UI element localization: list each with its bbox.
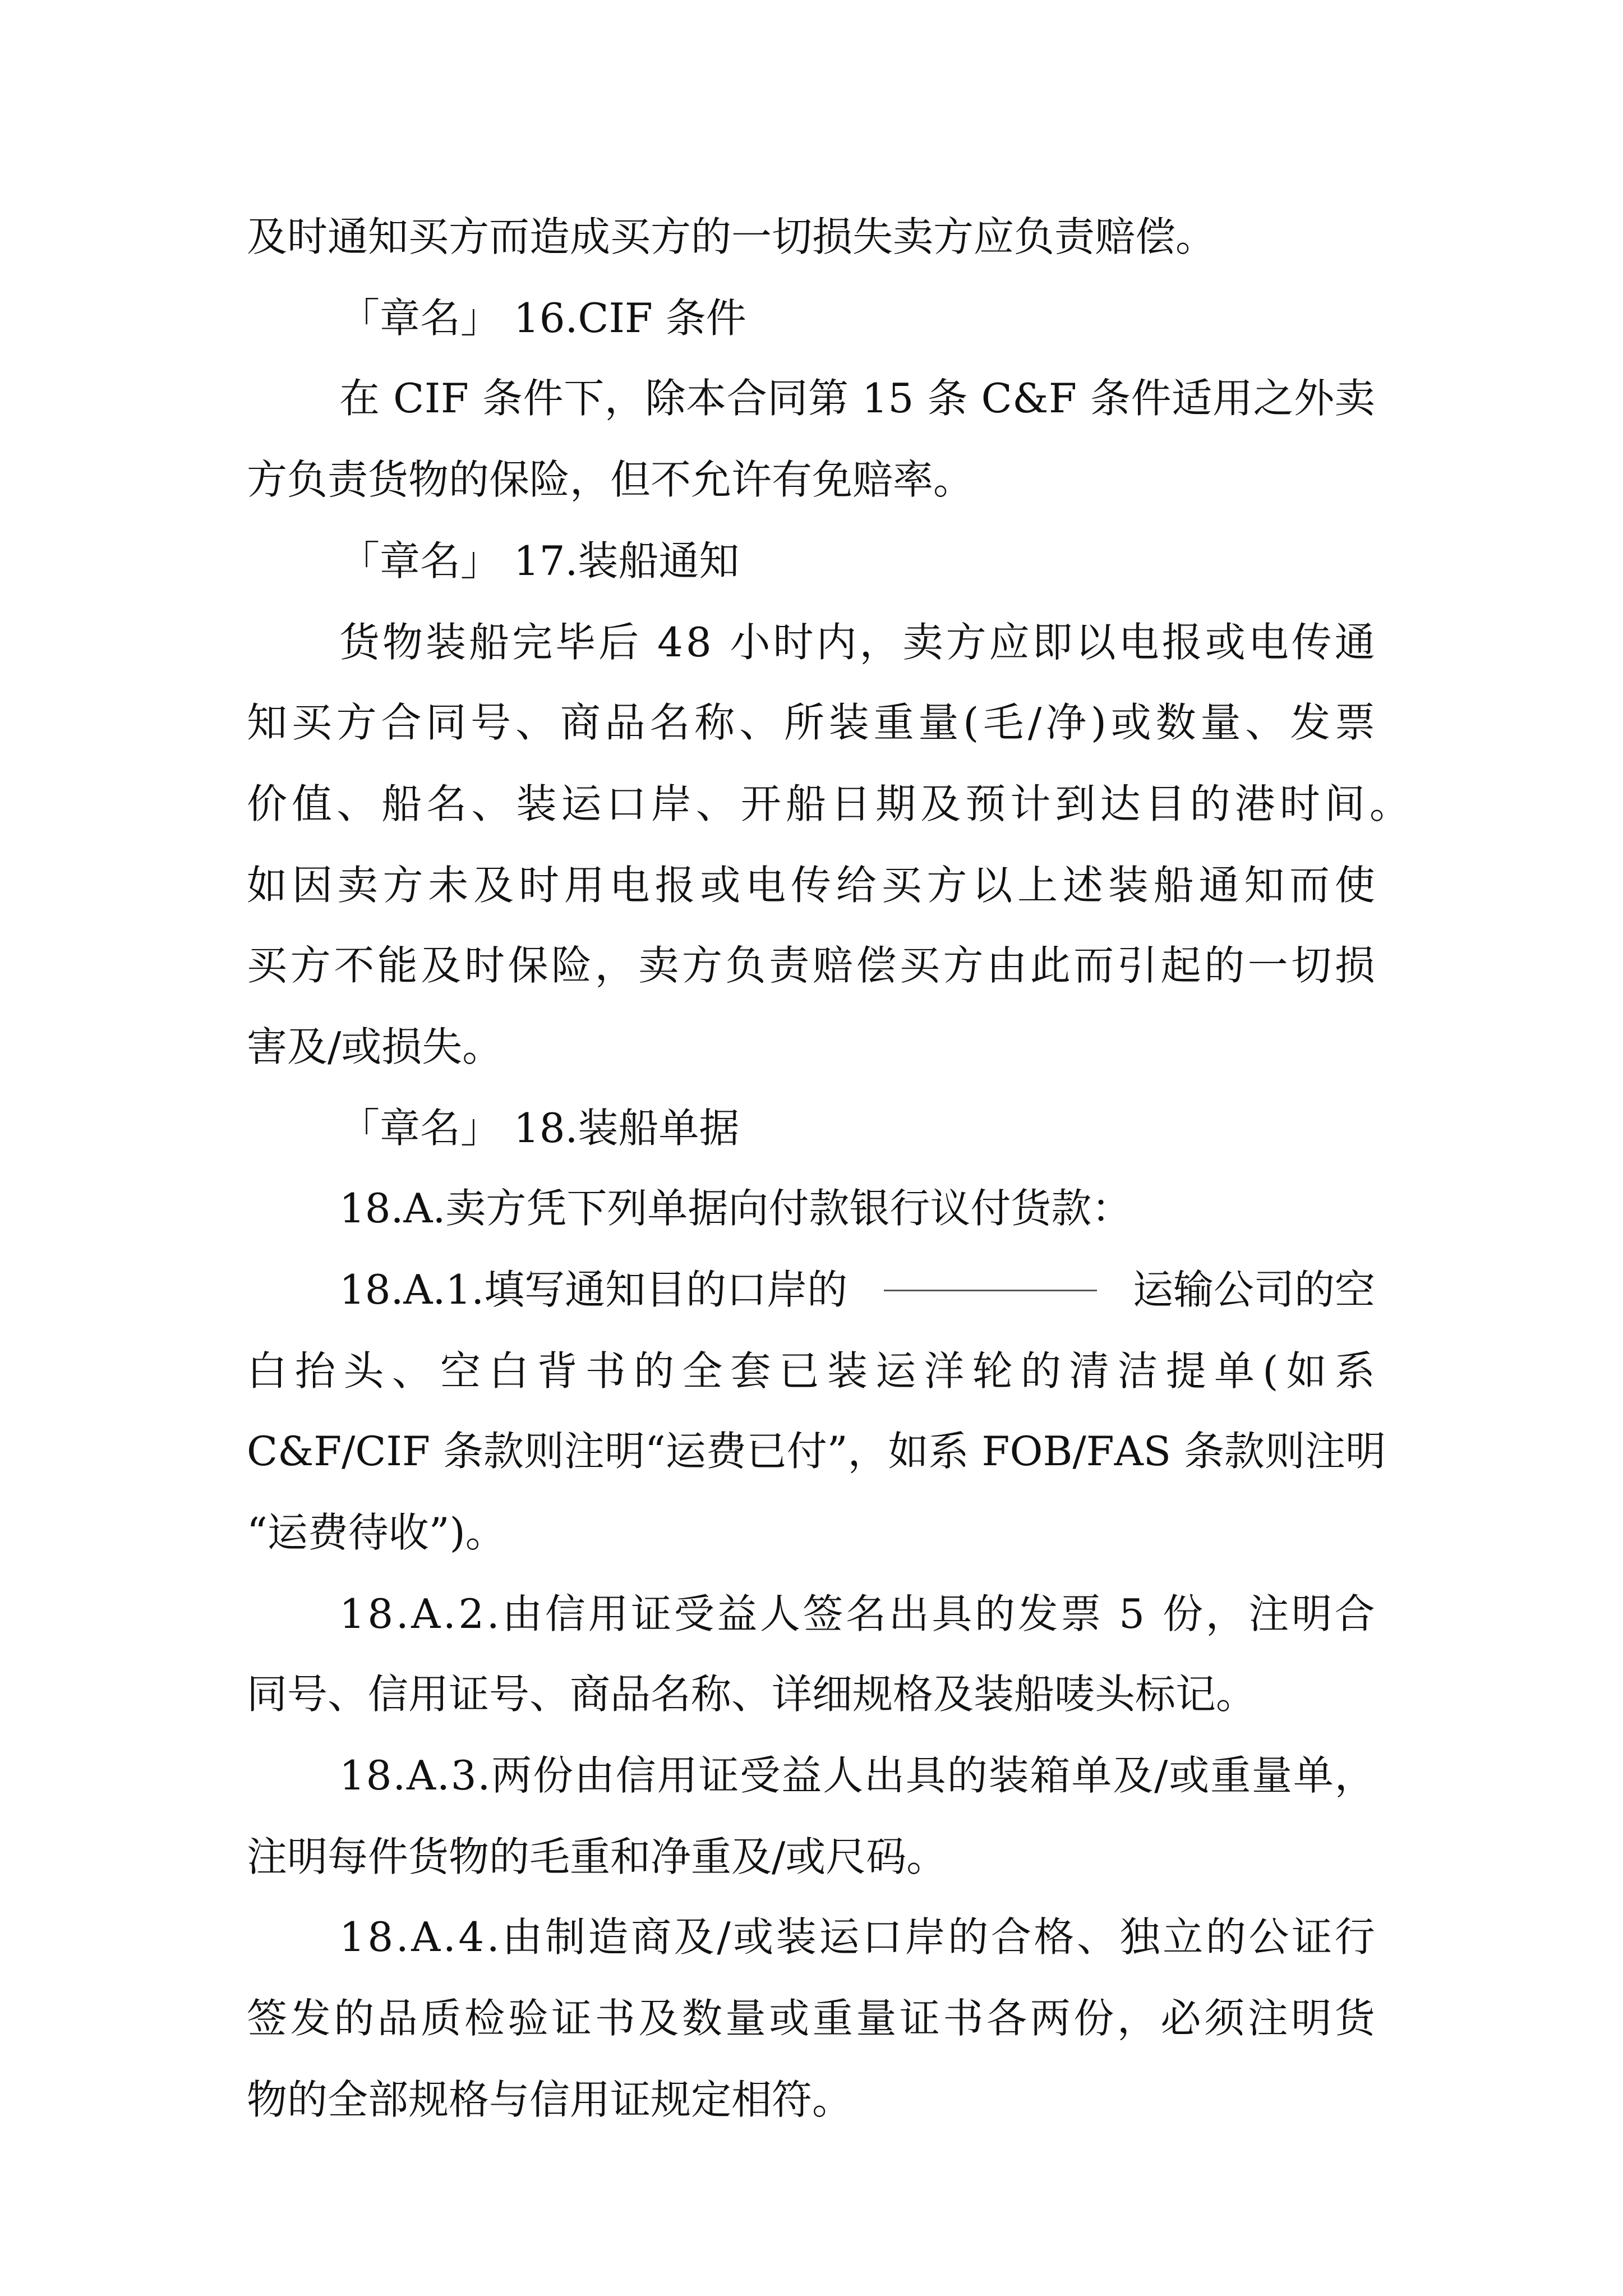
text-line: 注明每件货物的毛重和净重及/或尺码。 bbox=[247, 1833, 947, 1880]
chapter-heading: 「章名」 18.装船单据 bbox=[339, 1105, 740, 1152]
text-line: 买 方 不 能 及 时 保 险 ， 卖 方 负 责 赔 偿 买 方 由 此 而 引 起 的 一 切 损 bbox=[247, 942, 1375, 989]
text-line: 方负责货物的保险，但不允许有免赔率。 bbox=[247, 456, 974, 503]
text-line: 签 发 的 品 质 检 验 证 书 及 数 量 或 重 量 证 书 各 两 份 ， 必 须 注 明 货 bbox=[247, 1995, 1375, 2042]
text-line-with-blank bbox=[339, 1250, 1375, 1329]
text-line: 1 8 . A . 3 . 两 份 由 信 用 证 受 益 人 出 具 的 装 箱 单 及 / 或 重 量 单 ， bbox=[339, 1752, 1375, 1799]
text-line: 白 抬 头 、 空 白 背 书 的 全 套 已 装 运 洋 轮 的 清 洁 提 单 ( 如 系 bbox=[247, 1347, 1375, 1395]
text-line: 及时通知买方而造成买方的一切损失卖方应负责赔偿。 bbox=[247, 213, 1216, 260]
text-line: 在 C I F 条 件 下 ， 除 本 合 同 第 1 5 条 C & F 条 件 适 用 之 外 卖 bbox=[339, 375, 1375, 422]
text-segment: 运输公司的空 bbox=[1132, 1266, 1375, 1313]
text-line: 同号、信用证号、商品名称、详细规格及装船唛头标记。 bbox=[247, 1671, 1257, 1718]
text-line: “运费待收”)。 bbox=[247, 1509, 506, 1556]
text-line: 如 因 卖 方 未 及 时 用 电 报 或 电 传 给 买 方 以 上 述 装 船 通 知 而 使 bbox=[247, 862, 1375, 909]
text-line: 18.A.卖方凭下列单据向付款银行议付货款： bbox=[339, 1185, 1132, 1232]
text-line: 知 买 方 合 同 号 、 商 品 名 称 、 所 装 重 量 ( 毛 / 净 ) 或 数 量 、 发 票 bbox=[247, 699, 1375, 746]
text-line: 1 8 . A . 2 . 由 信 用 证 受 益 人 签 名 出 具 的 发 票 5 份 ， 注 明 合 bbox=[339, 1590, 1375, 1637]
text-line: 物的全部规格与信用证规定相符。 bbox=[247, 2076, 853, 2123]
text-line: 价 值 、 船 名 、 装 运 口 岸 、 开 船 日 期 及 预 计 到 达 目 的 港 时 间 。 bbox=[247, 780, 1410, 827]
chapter-heading: 「章名」 17.装船通知 bbox=[339, 537, 740, 585]
text-line: 1 8 . A . 4 . 由 制 造 商 及 / 或 装 运 口 岸 的 合 格 、 独 立 的 公 证 行 bbox=[339, 1913, 1375, 1961]
text-line: 害及/或损失。 bbox=[247, 1023, 503, 1070]
text-segment: 18.A.1.填写通知目的口岸的 bbox=[339, 1266, 848, 1313]
text-line: 货 物 装 船 完 毕 后 4 8 小 时 内 ， 卖 方 应 即 以 电 报 或 电 传 通 bbox=[339, 619, 1375, 666]
chapter-heading: 「章名」 16.CIF 条件 bbox=[339, 295, 746, 342]
text-line: C & F / C I F 条 款 则 注 明 “ 运 费 已 付 ” ， 如 系 F O B / F A S 条 款 则 注 明 bbox=[247, 1428, 1386, 1475]
fill-in-blank[interactable] bbox=[884, 1250, 1097, 1291]
